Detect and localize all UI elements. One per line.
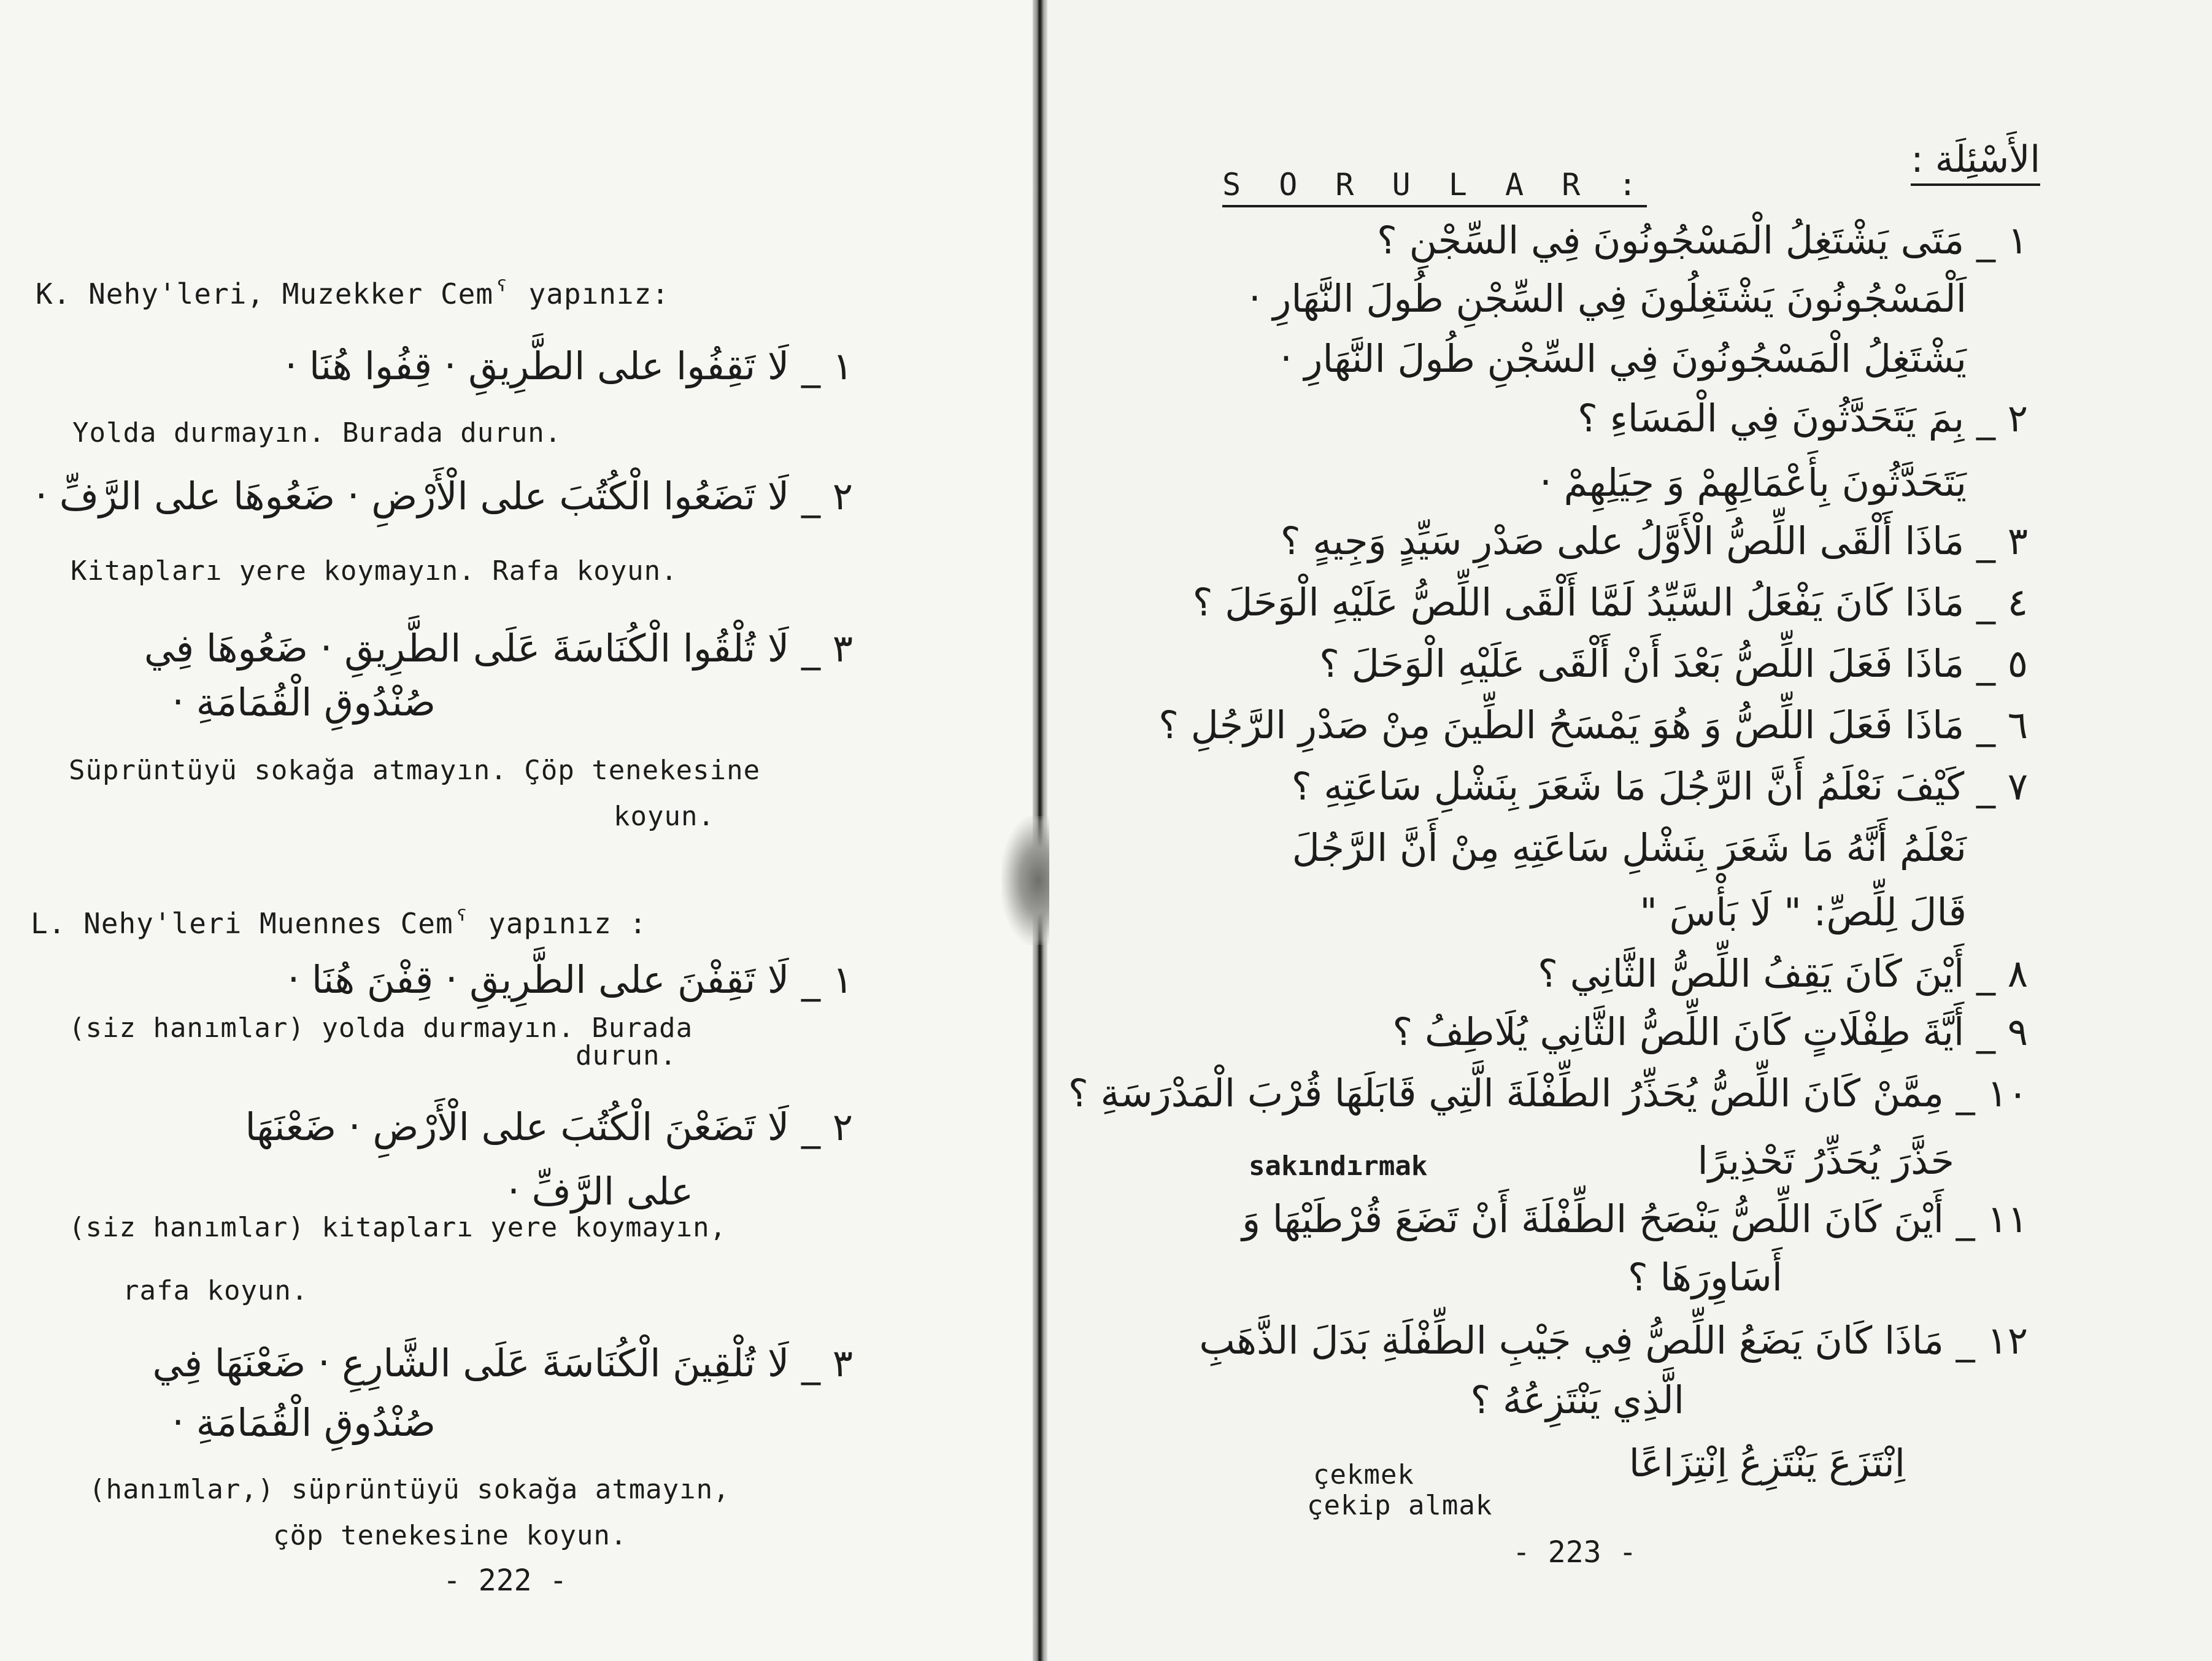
section-l-item-3-arabic: ٣ _ لَا تُلْقِينَ الْكُنَاسَةَ عَلَى الشَّارِعِ · ضَعْنَهَا فِي	[152, 1341, 853, 1385]
answer-1b: يَشْتَغِلُ الْمَسْجُونُونَ فِي السِّجْنِ طُولَ النَّهَارِ ·	[1280, 336, 1967, 381]
answer-7b: قَالَ لِلِّصِّ: " لَا بَأْسَ "	[1640, 890, 1967, 935]
section-l-item-1-translation-cont: durun.	[576, 1040, 677, 1071]
section-k-heading: K. Nehy'leri, Muzekker Cemˁ yapınız:	[36, 277, 669, 310]
question-12: ١٢ _ مَاذَا كَانَ يَضَعُ اللِّصُّ فِي جَيْبِ الطِّفْلَةِ بَدَلَ الذَّهَبِ	[1199, 1318, 2028, 1363]
section-k-item-3-arabic: ٣ _ لَا تُلْقُوا الْكُنَاسَةَ عَلَى الطَّرِيقِ · ضَعُوهَا فِي	[144, 626, 853, 671]
section-k-item-2-arabic: ٢ _ لَا تَضَعُوا الْكُتُبَ على الْأَرْضِ · ضَعُوهَا على الرَّفِّ ·	[35, 474, 853, 518]
question-9: ٩ _ أَيَّةَ طِفْلَاتٍ كَانَ اللِّصُّ الثَّانِي يُلَاطِفُ ؟	[1392, 1009, 2028, 1054]
questions-title-arabic: الأَسْئِلَة :	[1911, 138, 2040, 186]
page-number-right: - 223 -	[1513, 1535, 1637, 1570]
question-6: ٦ _ مَاذَا فَعَلَ اللِّصُّ وَ هُوَ يَمْسَحُ الطِّينَ مِنْ صَدْرِ الرَّجُلِ ؟	[1158, 703, 2028, 747]
section-l-item-3-translation-cont: çöp tenekesine koyun.	[273, 1520, 628, 1551]
section-l-item-1-translation: (siz hanımlar) yolda durmayın. Burada	[69, 1012, 693, 1044]
section-k-item-3-translation: Süprüntüyü sokağa atmayın. Çöp tenekesine	[69, 755, 761, 786]
section-k-item-3-translation-cont: koyun.	[614, 801, 715, 832]
gloss-cekmek: çekmek	[1313, 1459, 1414, 1490]
question-2: ٢ _ بِمَ يَتَحَدَّثُونَ فِي الْمَسَاءِ ؟	[1578, 396, 2028, 441]
gloss-sakindirmak: sakındırmak	[1249, 1150, 1428, 1182]
question-4: ٤ _ مَاذَا كَانَ يَفْعَلُ السَّيِّدُ لَمَّا أَلْقَى اللِّصُّ عَلَيْهِ الْوَحَلَ ؟	[1192, 580, 2028, 625]
section-l-item-2-translation: (siz hanımlar) kitapları yere koymayın,	[69, 1212, 727, 1243]
section-l-item-3-arabic-cont: صُنْدُوقِ الْقُمَامَةِ ·	[172, 1400, 436, 1445]
page-number-left: - 222 -	[443, 1563, 568, 1598]
question-3: ٣ _ مَاذَا أَلْقَى اللِّصُّ الْأَوَّلُ على صَدْرِ سَيِّدٍ وَجِيهٍ ؟	[1280, 518, 2028, 563]
question-11-cont: أَسَاوِرَهَا ؟	[1627, 1255, 1782, 1300]
left-page	[0, 0, 1037, 1661]
answer-2: يَتَحَدَّثُونَ بِأَعْمَالِهِمْ وَ حِيَلِهِمْ ·	[1540, 460, 1967, 505]
section-k-item-3-arabic-cont: صُنْدُوقِ الْقُمَامَةِ ·	[172, 680, 436, 725]
section-l-item-1-arabic: ١ _ لَا تَقِفْنَ على الطَّرِيقِ · قِفْنَ هُنَا ·	[287, 957, 853, 1002]
question-12-cont: الَّذِي يَنْتَزِعُهُ ؟	[1470, 1378, 1684, 1422]
question-5: ٥ _ مَاذَا فَعَلَ اللِّصُّ بَعْدَ أَنْ أَلْقَى عَلَيْهِ الْوَحَلَ ؟	[1319, 641, 2028, 686]
section-l-item-3-translation: (hanımlar,) süprüntüyü sokağa atmayın,	[89, 1474, 730, 1505]
answer-1a: اَلْمَسْجُونُونَ يَشْتَغِلُونَ فِي السِّجْنِ طُولَ النَّهَارِ ·	[1249, 276, 1967, 321]
right-page	[1049, 0, 2212, 1661]
section-l-item-2-arabic-cont: على الرَّفِّ ·	[507, 1169, 693, 1214]
verb-forms-intazaa: اِنْتَزَعَ يَنْتَزِعُ اِنْتِزَاعًا	[1628, 1441, 1905, 1486]
section-k-item-1-translation: Yolda durmayın. Burada durun.	[72, 417, 562, 449]
section-l-item-2-arabic: ٢ _ لَا تَضَعْنَ الْكُتُبَ على الْأَرْضِ · ضَعْنَهَا	[245, 1104, 853, 1149]
section-l-heading: L. Nehy'leri Muennes Cemˁ yapınız :	[31, 907, 647, 940]
section-l-item-2-translation-cont: rafa koyun.	[123, 1275, 309, 1306]
question-10: ١٠ _ مِمَّنْ كَانَ اللِّصُّ يُحَذِّرُ الطِّفْلَةَ الَّتِي قَابَلَهَا قُرْبَ الْمَدْرَسَةِ ؟	[1068, 1071, 2028, 1116]
section-k-item-2-translation: Kitapları yere koymayın. Rafa koyun.	[71, 555, 678, 587]
question-1: ١ _ مَتَى يَشْتَغِلُ الْمَسْجُونُونَ فِي السِّجْنِ ؟	[1376, 218, 2028, 263]
sorular-title: S O R U L A R :	[1222, 167, 1647, 207]
question-7: ٧ _ كَيْفَ نَعْلَمُ أَنَّ الرَّجُلَ مَا شَعَرَ بِنَشْلِ سَاعَتِهِ ؟	[1291, 764, 2028, 809]
gloss-cekip-almak: çekip almak	[1307, 1490, 1493, 1521]
section-k-item-1-arabic: ١ _ لَا تَقِفُوا على الطَّرِيقِ · قِفُوا هُنَا ·	[285, 344, 853, 388]
answer-7a: نَعْلَمُ أَنَّهُ مَا شَعَرَ بِنَشْلِ سَاعَتِهِ مِنْ أَنَّ الرَّجُلَ	[1292, 825, 1967, 870]
verb-forms-hadhdhara: حَذَّرَ يُحَذِّرُ تَحْذِيرًا	[1697, 1138, 1954, 1183]
question-8: ٨ _ أَيْنَ كَانَ يَقِفُ اللِّصُّ الثَّانِي ؟	[1538, 951, 2028, 996]
question-11: ١١ _ أَيْنَ كَانَ اللِّصُّ يَنْصَحُ الطِّفْلَةَ أَنْ تَضَعَ قُرْطَيْهَا وَ	[1242, 1197, 2028, 1241]
